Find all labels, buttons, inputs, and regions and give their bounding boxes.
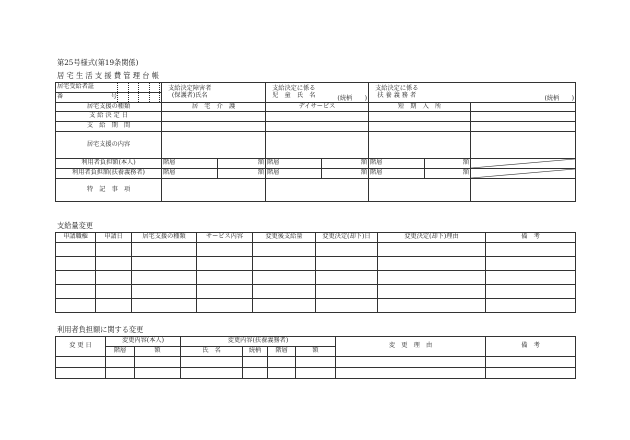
row-period-label: 支 給 期 間 [56, 122, 162, 132]
row-burden-guardian-label: 利用者負担額(扶養義務者) [56, 169, 162, 179]
notes-day[interactable] [266, 179, 369, 202]
col-decision-date: 変更決定(却下)日 [316, 233, 378, 243]
burden-self-day-tier: 階層 [266, 159, 322, 169]
date-extra[interactable] [471, 112, 576, 122]
content-short[interactable] [369, 132, 471, 159]
burden-self-short-amount: 額 [425, 159, 471, 169]
burden-self-home-amount: 額 [218, 159, 266, 169]
burden-section-title: 利用者負担額に関する変更 [57, 325, 144, 334]
period-day[interactable] [266, 122, 369, 132]
reason-header: 変 更 理 由 [336, 337, 486, 357]
change-date-header: 変 更 日 [56, 337, 106, 357]
guardian-tier-header: 階層 [268, 347, 296, 357]
col-new-amount: 変更後支給量 [253, 233, 316, 243]
table-row[interactable] [56, 243, 576, 257]
disabled-person-label: 支給決定障害者 (保護者)氏名 [162, 83, 218, 103]
table-row[interactable] [56, 285, 576, 299]
col-remarks: 備 考 [486, 233, 576, 243]
guardian-label: 支給決定に係る 扶 養 義 務 者 [369, 83, 425, 103]
disabled-person-value[interactable] [218, 83, 266, 103]
child-label: 支給決定に係る 児 童 氏 名 [266, 83, 322, 103]
change-section-title: 支給量変更 [57, 221, 93, 230]
guardian-change-header: 変更内容(扶養義務者) [181, 337, 336, 347]
content-home[interactable] [162, 132, 266, 159]
notes-short[interactable] [369, 179, 471, 202]
burden-self-extra-diagonal [471, 159, 576, 169]
burden-self-day-amount: 額 [322, 159, 369, 169]
burden-change-table [55, 336, 576, 379]
page-title: 居 宅 生 活 支 援 費 管 理 台 帳 [57, 71, 159, 80]
row-burden-self-label: 利用者負担額(本人) [56, 159, 162, 169]
row-content-label: 居宅支援の内容 [56, 132, 162, 159]
period-home[interactable] [162, 122, 266, 132]
burden-guardian-extra-diagonal [471, 169, 576, 179]
service-day: デイサービス [266, 103, 369, 112]
table-row[interactable] [56, 299, 576, 313]
table-row[interactable] [56, 257, 576, 271]
burden-guardian-short-amount: 額 [425, 169, 471, 179]
col-decision-reason: 変更決定(却下)理由 [378, 233, 486, 243]
period-extra[interactable] [471, 122, 576, 132]
row-date-label: 支 給 決 定 日 [56, 112, 162, 122]
col-service-content: サービス内容 [197, 233, 253, 243]
table-row[interactable] [56, 271, 576, 285]
service-short-stay: 短 期 入 所 [369, 103, 471, 112]
service-home-care: 居 宅 介 護 [162, 103, 266, 112]
burden-guardian-day-amount: 額 [322, 169, 369, 179]
form-number: 第25号様式(第19条関係) [57, 58, 139, 67]
burden-self-home-tier: 階層 [162, 159, 218, 169]
notes-home[interactable] [162, 179, 266, 202]
burden-self-short-tier: 階層 [369, 159, 425, 169]
remarks-header: 備 考 [486, 337, 576, 357]
row-type-label: 居宅支援の種類 [56, 103, 162, 112]
burden-guardian-home-amount: 額 [218, 169, 266, 179]
type-extra[interactable] [471, 103, 576, 112]
cert-no-label-2: 番 号 [56, 93, 162, 103]
self-change-header: 変更内容(本人) [106, 337, 181, 347]
guardian-relation-header: 続柄 [243, 347, 268, 357]
guardian-relation[interactable]: (続柄 ) [425, 83, 576, 103]
guardian-name-header: 氏 名 [181, 347, 243, 357]
date-day[interactable] [266, 112, 369, 122]
self-amount-header: 額 [135, 347, 181, 357]
row-notes-label: 特 記 事 項 [56, 179, 162, 202]
burden-guardian-day-tier: 階層 [266, 169, 322, 179]
col-application-type: 申請職権 [56, 233, 96, 243]
notes-extra[interactable] [471, 179, 576, 202]
cert-no-label: 居宅受給者証 [56, 83, 162, 93]
table-row[interactable] [56, 357, 576, 368]
self-tier-header: 階層 [106, 347, 135, 357]
burden-guardian-home-tier: 階層 [162, 169, 218, 179]
col-support-type: 居宅支援の種類 [132, 233, 197, 243]
cert-no-digit-boxes[interactable] [117, 83, 160, 102]
content-extra[interactable] [471, 132, 576, 159]
table-row[interactable] [56, 368, 576, 379]
guardian-amount-header: 額 [296, 347, 336, 357]
change-table [55, 232, 576, 313]
burden-guardian-short-tier: 階層 [369, 169, 425, 179]
content-day[interactable] [266, 132, 369, 159]
date-short[interactable] [369, 112, 471, 122]
period-short[interactable] [369, 122, 471, 132]
date-home[interactable] [162, 112, 266, 122]
col-application-date: 申請日 [96, 233, 132, 243]
child-relation[interactable]: (続柄 ) [322, 83, 369, 103]
